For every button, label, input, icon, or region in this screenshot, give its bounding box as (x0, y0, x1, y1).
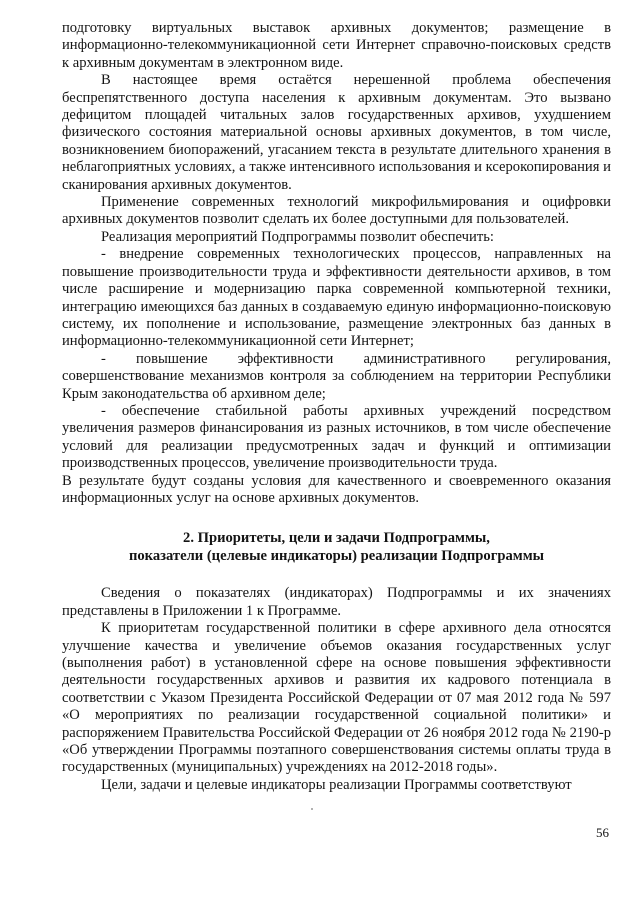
paragraph: Применение современных технологий микрофильмирования и оцифровки архивных документов позволит сделать их более доступными для пользователей. (62, 194, 611, 228)
paragraph: Сведения о показателях (индикаторах) Подпрограммы и их значениях представлены в Приложении 1 к Программе. (62, 585, 611, 619)
paragraph: - повышение эффективности административного регулирования, совершенствование механизмов контроля за соблюдением на территории Республики Крым законодательства об архивном деле; (62, 350, 611, 402)
paragraph: подготовку виртуальных выставок архивных документов; размещение в информационно-телекоммуникационной сети Интернет справочно-поисковых средств к архивным документам в электронном виде. (62, 20, 611, 71)
paragraph: К приоритетам государственной политики в сфере архивного дела относятся улучшение качества и увеличение объемов оказания государственных услуг (выполнения работ) в установленной сфере на основе повышения эффективности деятельности государственных архивов и развития их кадрового потенциала в соответствии с Указом Президента Российской Федерации от 07 мая 2012 года № 597 «О мероприятиях по реализации государственной социальной политики» и распоряжением Правительства Российской Федерации от 26 ноября 2012 года № 2190-р «Об утверждении Программы поэтапного совершенствования системы оплаты труда в государственных (муниципальных) учреждениях на 2012-2018 годы». (62, 620, 611, 776)
section-heading-line-1: 2. Приоритеты, цели и задачи Подпрограммы, (183, 530, 490, 547)
paragraph: В результате будут созданы условия для качественного и своевременного оказания информационных услуг на основе архивных документов. (62, 472, 611, 506)
paragraph: Цели, задачи и целевые индикаторы реализации Программы соответствуют (101, 776, 572, 793)
priorities-section (62, 585, 611, 794)
section-heading (62, 529, 611, 565)
paragraph: - обеспечение стабильной работы архивных учреждений посредством увеличения размеров финансирования из разных источников, в том числе обеспечение условий для реализации предусмотренных задач и функций и оптимизации производственных процессов, увеличение производительности труда. (62, 402, 611, 472)
section-heading-line-2: показатели (целевые индикаторы) реализации Подпрограммы (128, 548, 545, 565)
paragraph: Реализация мероприятий Подпрограммы позволит обеспечить: (101, 228, 494, 245)
document-body (62, 20, 611, 794)
intro-section (62, 20, 611, 507)
paragraph: В настоящее время остаётся нерешенной проблема обеспечения беспрепятственного доступа населения к архивным документам. Это вызвано дефицитом площадей читальных залов государственных архивов, ухудшением физического состояния материальной основы архивных документов, в том числе, возникновением биопоражений, угасанием текста в результате длительного хранения в неблагоприятных условиях, а также интенсивного использования и ксерокопирования и сканирования архивных документов. (62, 72, 611, 193)
page-number: 56 (596, 825, 609, 840)
paragraph: - внедрение современных технологических процессов, направленных на повышение производительности труда и эффективности деятельности архивов, в том числе расширение и модернизацию парка современной компьютерной техники, интеграцию имеющихся баз данных в создаваемую единую информационно-поисковую систему, их пополнение и использование, размещение электронных баз данных в информационно-телекоммуникационной сети Интернет; (62, 246, 611, 350)
scan-speck (311, 808, 313, 810)
